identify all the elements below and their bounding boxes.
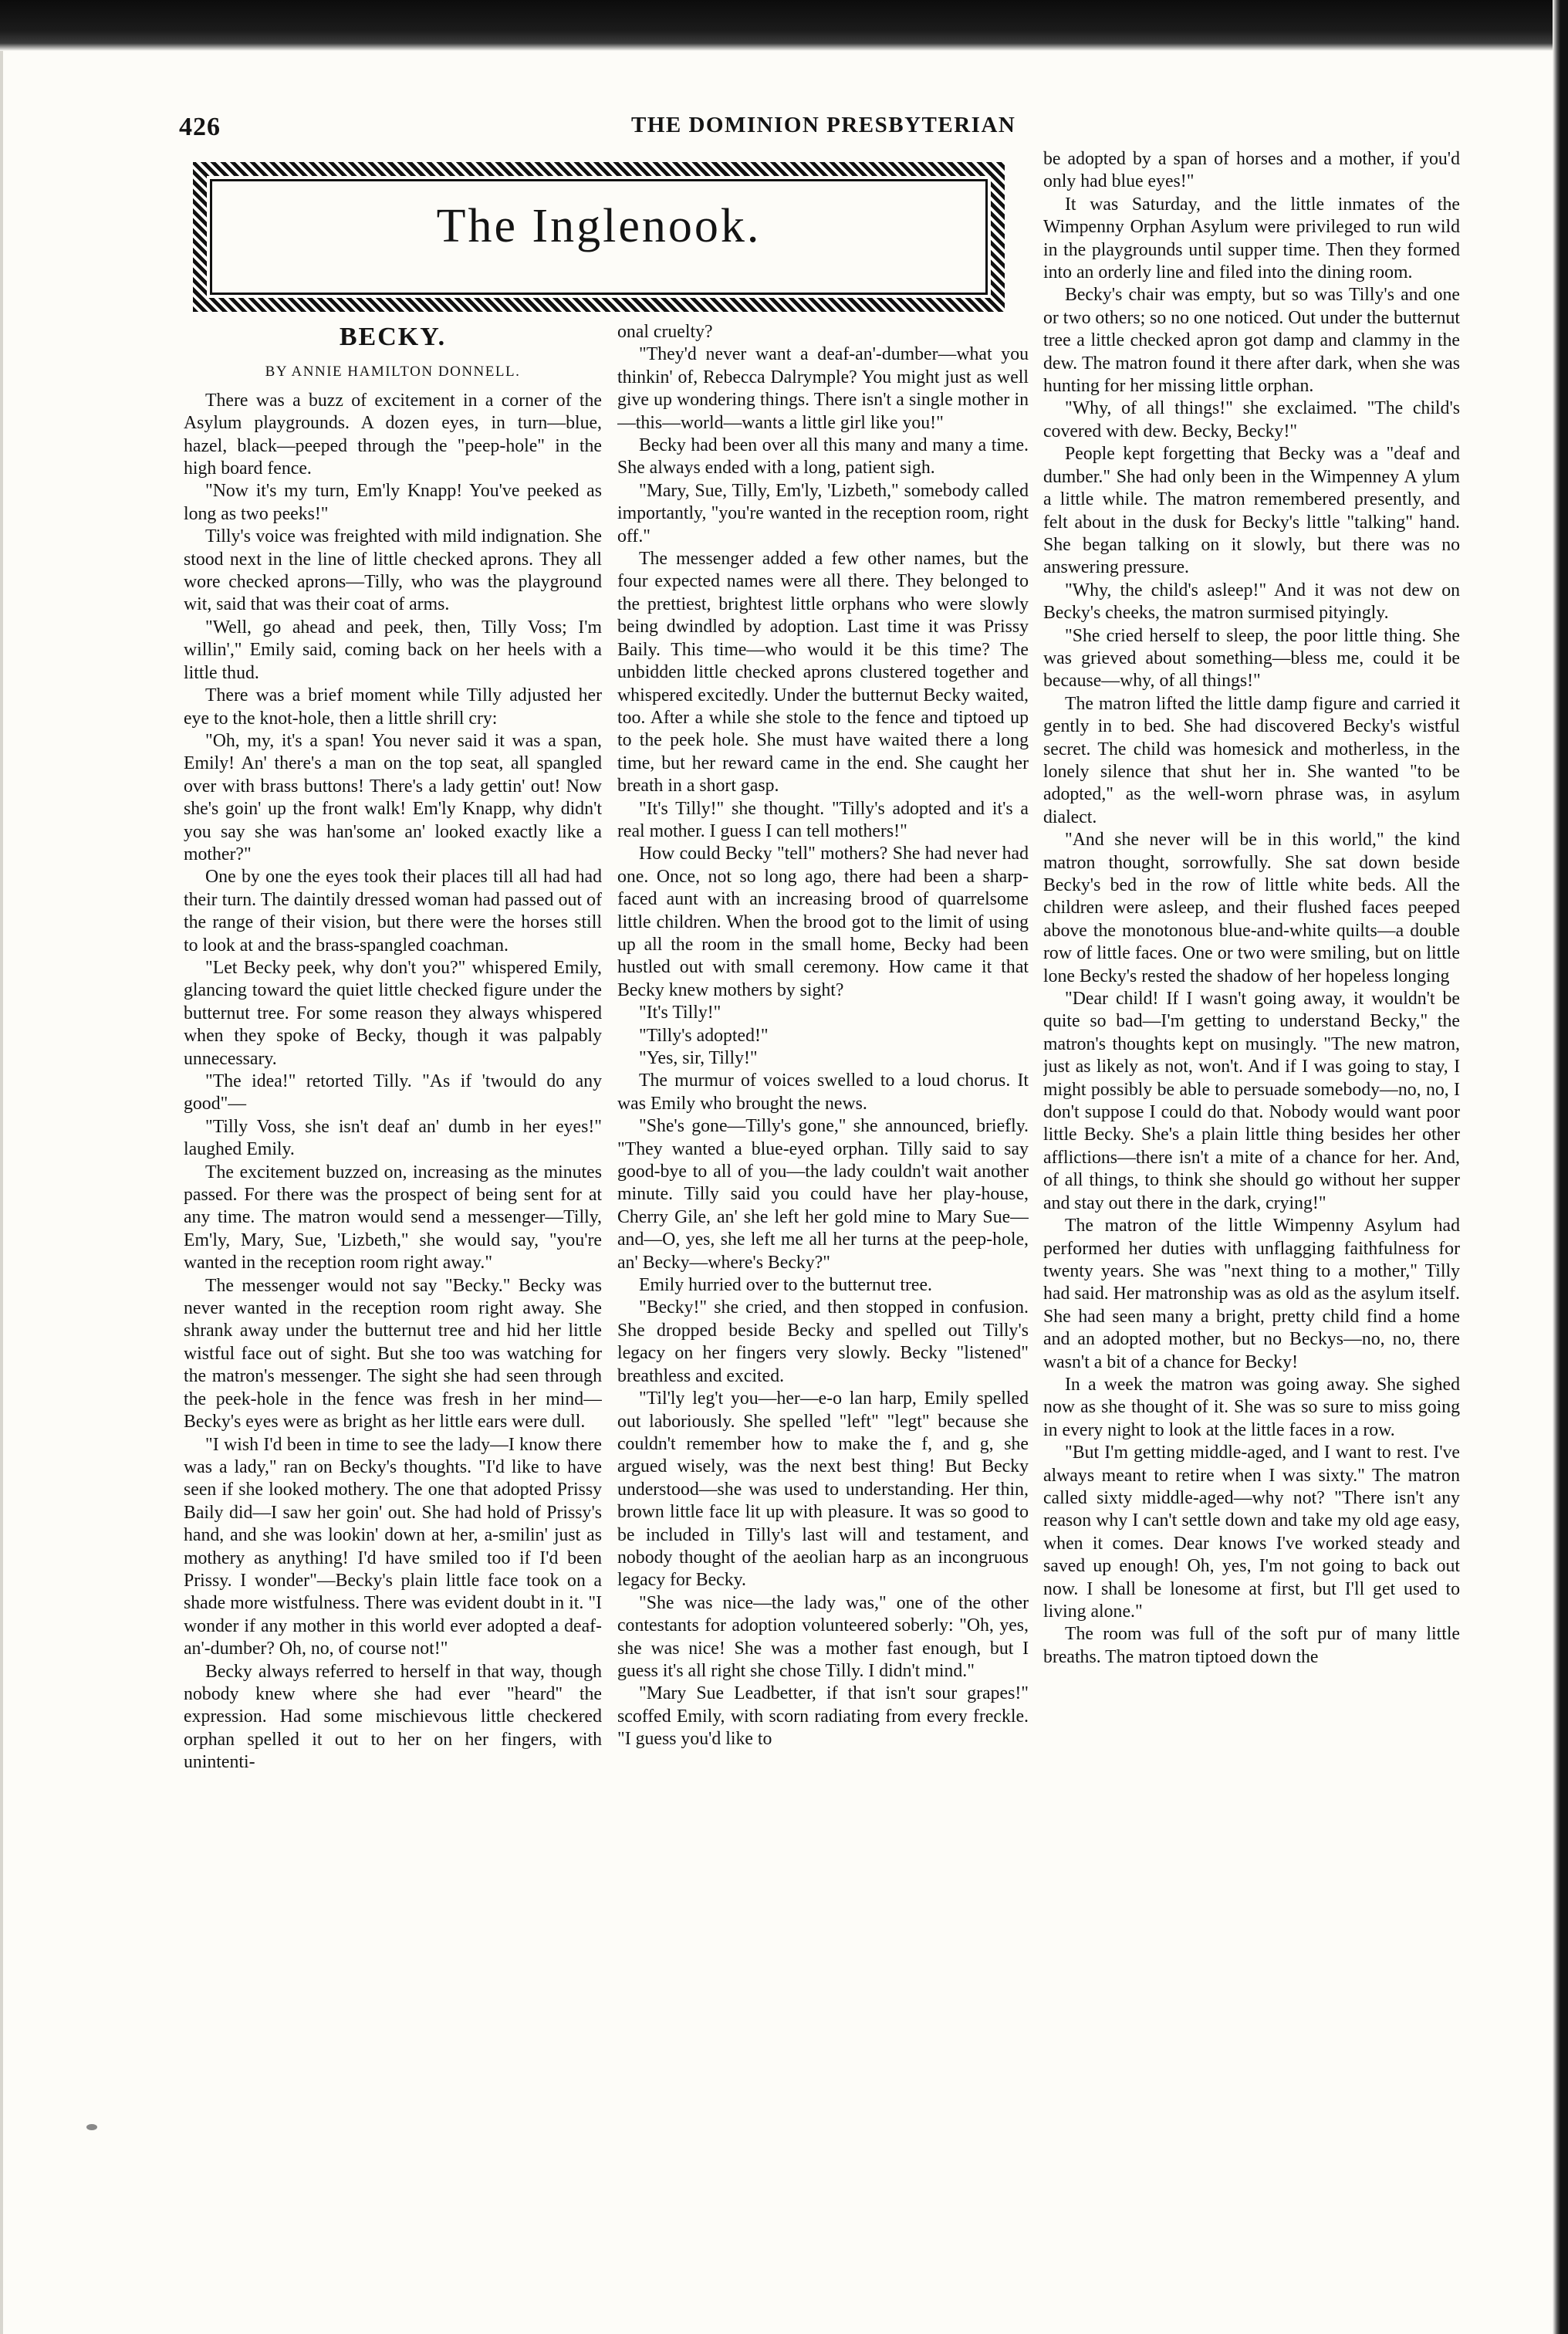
paragraph: onal cruelty? xyxy=(617,322,713,342)
paragraph: People kept forgetting that Becky was a "deaf and dumber." She had only been in the Wimpenney A ylum a little while. The matron remembered presently, and felt about in the dusk for Becky's little "talking" hand. She began talking on it slowly, but there was no answering pressure. xyxy=(1043,444,1460,578)
paragraph: "She cried herself to sleep, the poor little thing. She was grieved about something—bless me, could it be because—why, of all things!" xyxy=(1043,625,1460,692)
paragraph: "She's gone—Tilly's gone," she announced, briefly. "They wanted a blue-eyed orphan. Tilly said to say good-bye to all of you—the lady couldn't wait another minute. Tilly said you could have her play-house, Cherry Gile, an' she left her gold mine to Mary Sue—and—O, yes, she left me all her turns at the peep-hole, an' Becky—where's Becky?" xyxy=(617,1116,1029,1273)
paragraph: The excitement buzzed on, increasing as the minutes passed. For there was the prospect of being sent for at any time. The matron would send a messenger—Tilly, Em'ly, Mary, Sue, 'Lizbeth," she would say, "you're wanted in the reception room right away." xyxy=(184,1162,602,1274)
page-number: 426 xyxy=(179,113,221,141)
paragraph: "She was nice—the lady was," one of the other contestants for adoption volunteered soberly: "Oh, yes, she was nice! She was a mother fast enough, but I guess it's all right she chose Tilly. I didn't mind." xyxy=(617,1592,1029,1681)
paragraph: The matron lifted the little damp figure and carried it gently in to bed. She had discovered Becky's wistful secret. The child was homesick and motherless, in the lonely silence that shut her in. She wanted "to be adopted," as the well-worn phrase was, in asylum dialect. xyxy=(1043,693,1460,827)
paragraph: "Oh, my, it's a span! You never said it was a span, Emily! An' there's a man on the top seat, all spangled over with brass buttons! There's a lady gettin' out! Now she's goin' up the front walk! Em'ly Knapp, why didn't you say she was han'some an' looked exactly like a mother?" xyxy=(184,730,602,864)
paragraph: There was a buzz of excitement in a corner of the Asylum playgrounds. A dozen eyes, in turn—blue, hazel, black—peeped through the "peep-hole" in the high board fence. xyxy=(184,390,602,479)
paragraph: "It's Tilly!" xyxy=(639,1003,721,1023)
paragraph: In a week the matron was going away. She sighed now as she thought of it. She was so sure to miss going in every night to look at the little faces in a row. xyxy=(1043,1374,1460,1440)
paragraph: "Dear child! If I wasn't going away, it wouldn't be quite so bad—I'm getting to understand Becky," the matron's thoughts kept on musingly. "The new matron, just as likely as not, won't. And if I was going to stay, I might possibly be able to persuade somebody—no, no, I don't suppose I could do that. Nobody would want poor little Becky. She's a plain little thing besides her other afflictions—there isn't a mite of a chance for her. And, of all things, to think she should go without her supper and stay out there in the dark, crying!" xyxy=(1043,989,1460,1213)
paragraph: "Let Becky peek, why don't you?" whispered Emily, glancing toward the quiet little checked figure under the butternut tree. For some reason they always whispered when they spoke of Becky, though it was palpably unnecessary. xyxy=(184,957,602,1069)
paragraph: Becky had been over all this many and many a time. She always ended with a long, patient sigh. xyxy=(617,435,1029,479)
scan-edge-right xyxy=(1553,0,1568,2334)
paragraph: "Yes, sir, Tilly!" xyxy=(639,1048,758,1068)
paragraph: "Tilly Voss, she isn't deaf an' dumb in her eyes!" laughed Emily. xyxy=(184,1116,602,1160)
column-3 xyxy=(1043,148,1460,2102)
paragraph: The matron of the little Wimpenny Asylum had performed her duties with unflagging faithfulness for twenty years. She was "next thing to a mother," Tilly had said. Her matronship was as old as the asylum itself. She had seen many a bright, pretty child find a home and an adopted mother, but no Beckys—no, no, there wasn't a bit of a chance for Becky! xyxy=(1043,1216,1460,1372)
paragraph: "Why, of all things!" she exclaimed. "The child's covered with dew. Becky, Becky!" xyxy=(1043,398,1460,441)
paragraph: "It's Tilly!" she thought. "Tilly's adopted and it's a real mother. I guess I can tell mothers!" xyxy=(617,798,1029,841)
paragraph: "And she never will be in this world," the kind matron thought, sorrowfully. She sat down beside Becky's bed in the row of little white beds. All the children were asleep, and their flushed faces peeped above the monotonous blue-and-white quilts—a double row of little faces. One or two were smiling, but on little lone Becky's rested the shadow of her hopeless longing xyxy=(1043,830,1460,986)
publication-title: THE DOMINION PRESBYTERIAN xyxy=(631,113,1016,137)
paragraph: be adopted by a span of horses and a mother, if you'd only had blue eyes!" xyxy=(1043,149,1460,192)
scan-edge-left xyxy=(0,51,3,2334)
paragraph: One by one the eyes took their places till all had had their turn. The daintily dressed woman had passed out of the range of their vision, but there were the horses still to look at and the brass-spangled coachman. xyxy=(184,867,602,956)
paragraph: It was Saturday, and the little inmates of the Wimpenny Orphan Asylum were privileged to run wild in the playgrounds until supper time. Then they formed into an orderly line and filed into the dining room. xyxy=(1043,194,1460,283)
paragraph: "Mary, Sue, Tilly, Em'ly, 'Lizbeth," somebody called importantly, "you're wanted in the reception room, right off." xyxy=(617,480,1029,546)
scan-smudge xyxy=(86,2124,97,2130)
paragraph: "Why, the child's asleep!" And it was not dew on Becky's cheeks, the matron surmised pityingly. xyxy=(1043,580,1460,624)
paragraph: Emily hurried over to the butternut tree. xyxy=(639,1275,932,1296)
paragraph: The messenger added a few other names, but the four expected names were all there. They belonged to the prettiest, brightest little orphans who were slowly being dwindled by adoption. Last time it was Prissy Baily. This time—who would it be this time? The unbidden little checked aprons clustered together and whispered excitedly. Under the butternut Becky waited, too. After a while she stole to the fence and tiptoed up to the peek hole. She must have waited there a long time, but her reward came in the end. She caught her breath in a short gasp. xyxy=(617,549,1029,797)
column-3-body xyxy=(1043,148,1460,1669)
story-byline: BY ANNIE HAMILTON DONNELL. xyxy=(265,364,521,381)
paragraph: "But I'm getting middle-aged, and I want to rest. I've always meant to retire when I was sixty." The matron called sixty middle-aged—why not? "There isn't any reason why I can't settle down and take my old age easy, when it comes. Dear knows I've worked steady and saved up enough! Oh, yes, I'm not going to back out now. I shall be lonesome at first, but I'll get used to living alone." xyxy=(1043,1443,1460,1622)
paragraph: "I wish I'd been in time to see the lady—I know there was a lady," ran on Becky's thoughts. "I'd like to have seen if she looked mothery. The one that adopted Prissy Baily did—I saw her goin' out. She had hold of Prissy's hand, and she was lookin' down at her, a-smilin' just as mothery as anything! I'd have smiled too if I'd been Prissy. I wonder"—Becky's plain little face took on a shade more wistfulness. There was evident doubt in it. "I wonder if any mother in this world ever adopted a deaf-an'-dumber? Oh, no, of course not!" xyxy=(184,1434,602,1659)
paragraph: The room was full of the soft pur of many little breaths. The matron tiptoed down the xyxy=(1043,1624,1460,1667)
section-banner xyxy=(193,162,1005,312)
paragraph: The messenger would not say "Becky." Becky was never wanted in the reception room right away. She shrank away under the butternut tree and hid her little wistful face out of sight. But she too was watching for the matron's messenger. The sight she had seen through the peek-hole in the fence was fresh in her mind—Becky's eyes were as bright as her little ears were dull. xyxy=(184,1275,602,1433)
scan-edge-top xyxy=(0,0,1568,51)
paragraph: There was a brief moment while Tilly adjusted her eye to the knot-hole, then a little shrill cry: xyxy=(184,685,602,729)
paragraph: "They'd never want a deaf-an'-dumber—what you thinkin' of, Rebecca Dalrymple? You might just as well give up wondering things. There isn't a single mother in—this—world—wants a little girl like you!" xyxy=(617,344,1029,433)
paragraph: Becky's chair was empty, but so was Tilly's and one or two others; so no one noticed. Out under the butternut tree a little checked apron got damp and clammy in the dew. The matron found it there after dark, when she was hunting for her missing little orphan. xyxy=(1043,285,1460,397)
story-title: BECKY. xyxy=(339,323,447,351)
paragraph: The murmur of voices swelled to a loud chorus. It was Emily who brought the news. xyxy=(617,1071,1029,1114)
paragraph: "Tilly's adopted!" xyxy=(639,1025,769,1046)
paragraph: "Becky!" she cried, and then stopped in confusion. She dropped beside Becky and spelled out Tilly's legacy on her fingers very slowly. Becky "listened" breathless and excited. xyxy=(617,1297,1029,1386)
column-2 xyxy=(617,321,1029,2102)
column-1-body xyxy=(184,390,602,1774)
paragraph: How could Becky "tell" mothers? She had never had one. Once, not so long ago, there had been a sharp-faced aunt with an increasing brood of quarrelsome little children. When the brood got to the limit of using up all the room in the small home, Becky had been hustled out with small ceremony. How came it that Becky knew mothers by sight? xyxy=(617,844,1029,1000)
paragraph: Becky always referred to herself in that way, though nobody knew where she had ever "heard" the expression. Had some mischievous little checkered orphan spelled it out to her on her fingers, with unintenti- xyxy=(184,1661,602,1773)
paragraph: "The idea!" retorted Tilly. "As if 'twould do any good"— xyxy=(184,1071,602,1115)
column-2-body xyxy=(617,321,1029,1751)
paragraph: "Til'ly leg't you—her—e-o lan harp, Emily spelled out laboriously. She spelled "left" "legt" because she couldn't remember how to make the f, and g, she argued wisely, was the next best thing! But Becky understood—she was used to understanding. Her thin, brown little face lit up with pleasure. It was so good to be included in Tilly's last will and testament, and nobody thought of the aeolian harp as an incongruous legacy for Becky. xyxy=(617,1389,1029,1591)
paragraph: "Now it's my turn, Em'ly Knapp! You've peeked as long as two peeks!" xyxy=(184,481,602,524)
section-title: The Inglenook. xyxy=(436,200,762,252)
paragraph: "Mary Sue Leadbetter, if that isn't sour grapes!" scoffed Emily, with scorn radiating from every freckle. "I guess you'd like to xyxy=(617,1683,1029,1750)
paragraph: Tilly's voice was freighted with mild indignation. She stood next in the line of little checked aprons. They all wore checked aprons—Tilly, who was the playground wit, said that was their coat of arms. xyxy=(184,526,602,615)
column-1 xyxy=(184,321,602,2102)
paragraph: "Well, go ahead and peek, then, Tilly Voss; I'm willin'," Emily said, coming back on her heels with a little thud. xyxy=(184,617,602,683)
